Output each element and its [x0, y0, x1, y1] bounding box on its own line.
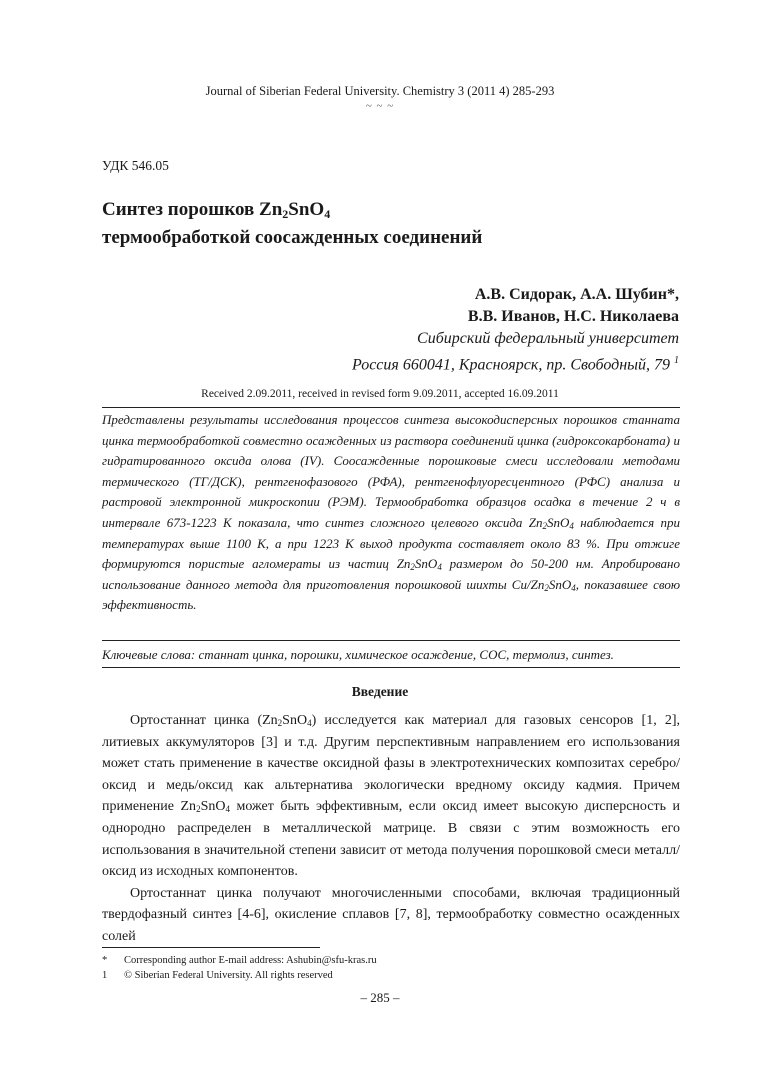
keywords: Ключевые слова: станнат цинка, порошки, химическое осаждение, СОС, термолиз, синтез.	[102, 647, 614, 662]
authors-line-1: А.В. Сидорак, А.А. Шубин*,	[474, 286, 679, 303]
abstract-top-rule	[102, 407, 680, 408]
authors-line-2: В.В. Иванов, Н.С. Николаева	[467, 308, 679, 325]
affiliation: Сибирский федеральный университет	[417, 330, 679, 347]
article-title	[102, 196, 482, 252]
received-dates: Received 2.09.2011, received in revised form 9.09.2011, accepted 16.09.2011	[201, 388, 559, 400]
body-text	[102, 710, 680, 948]
abstract: Представлены результаты исследования процессов синтеза высокодисперсных порошков станната цинка термообработкой совместно осажденных из раствора соединений цинка (гидроксокарбоната) и гидратированного оксида олова (IV). Соосажденные порошковые смеси исследовали методами термического (ТГ/ДСК), рентгенофазового (РФА), рентгенофлуоресцентного (РФС) анализа и растровой электронной микроскопии (РЭМ). Термообработка образцов осадка в течение 2 ч в интервале 673-1223 К показала, что синтез сложного целевого оксида $Zn_2SnO_4$ наблюдается при температурах выше 1100 К, а при 1223 К выход продукта составляет около 83 %. При отжиге формируются пористые агломераты из частиц $Zn_2SnO_4$ размером до 50-200 нм. Апробировано использование данного метода для приготовления порошковой шихты $Cu/Zn_2SnO_4$, показавшее свою эффективность.	[102, 412, 681, 613]
footnotes	[102, 953, 377, 983]
paragraph-2: Ортостаннат цинка получают многочисленными способами, включая традиционный твердофазный синтез [4-6], окисление сплавов [7, 8], термообработку совместно осажденных солей	[102, 885, 680, 944]
journal-header: Journal of Siberian Federal University. Chemistry 3 (2011 4) 285-293	[205, 84, 555, 98]
footnote-rule	[102, 947, 320, 948]
page-number: – 285 –	[360, 990, 400, 1005]
header-ornament: ~ ~ ~	[365, 100, 395, 112]
paragraph-1: Ортостаннат цинка $(Zn_2SnO_4)$ исследуется как материал для газовых сенсоров [1, 2], литиевых аккумуляторов [3] и т.д. Другим перспективным направлением его использования может стать применение в качестве оксидной фазы в электротехнических композитах серебро/оксид и медь/оксид как альтернатива экологически вредному оксиду кадмия. Причем применение $Zn_2SnO_4$ может быть эффективным, если оксид имеет высокую дисперсность и однородно распределен в металлической матрице. В связи с этим возможность его использования в значительной степени зависит от метода получения порошковой смеси металл/оксид из исходных компонентов.	[102, 713, 681, 880]
footnote-1: * Corresponding author E-mail address: Ashubin@sfu-kras.ru	[102, 955, 377, 966]
author-block	[352, 284, 679, 376]
footnote-2: 1 © Siberian Federal University. All rights reserved	[102, 970, 333, 981]
address: Россия 660041, Красноярск, пр. Свободный, 79 $^1$	[352, 355, 679, 374]
title-line-2: термообработкой соосажденных соединений	[102, 227, 483, 248]
udk-code: УДК 546.05	[102, 158, 169, 173]
keywords-top-rule	[102, 640, 680, 641]
title-line-1: Синтез порошков $Zn_2SnO_4$	[102, 199, 331, 221]
section-title: Введение	[351, 684, 409, 699]
keywords-bottom-rule	[102, 667, 680, 668]
